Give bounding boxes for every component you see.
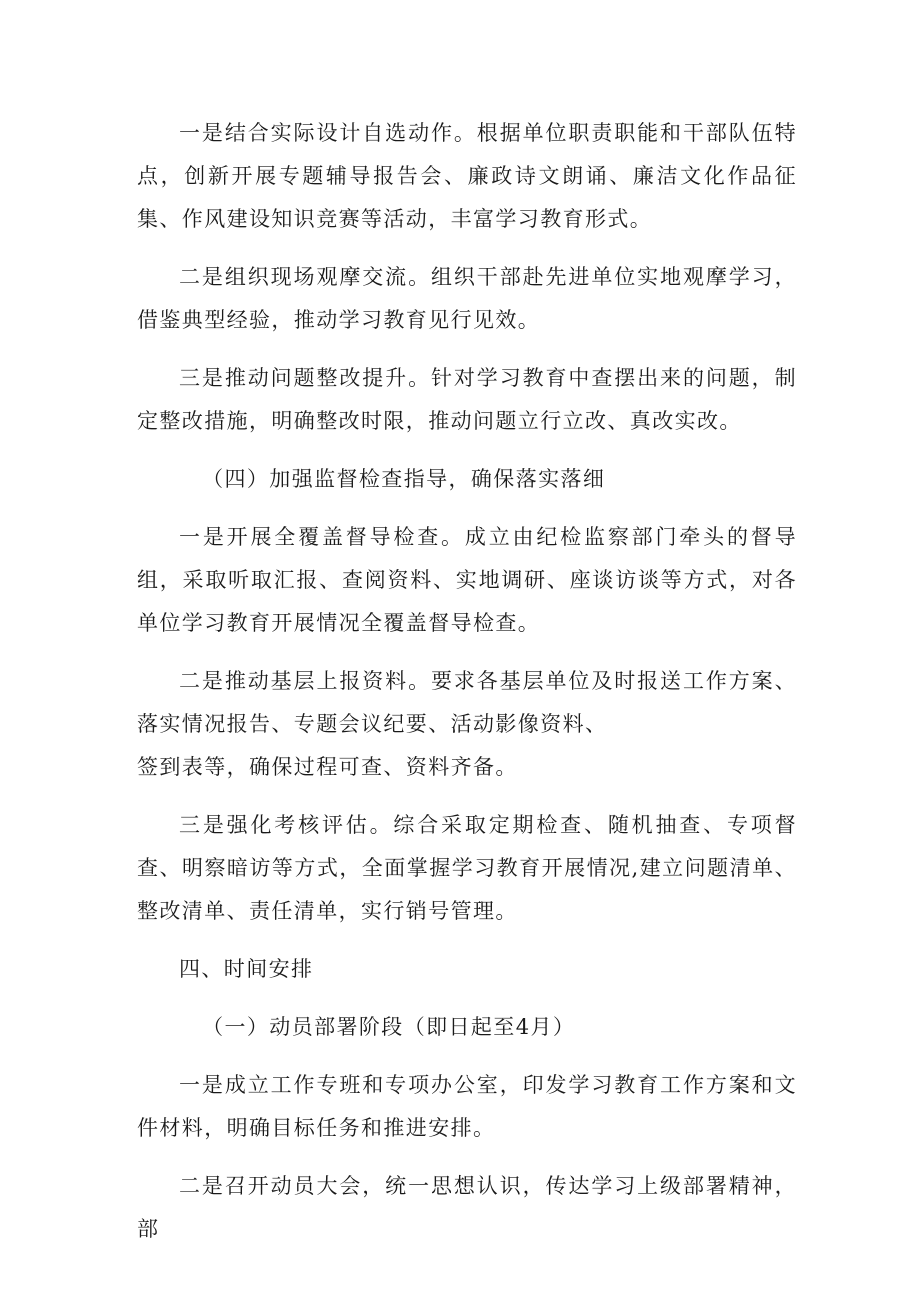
paragraph-site-visit: 二是组织现场观摩交流。组织干部赴先进单位实地观摩学习，借鉴典型经验，推动学习教育见行见效。 xyxy=(137,265,797,332)
paragraph-custom-actions: 一是结合实际设计自选动作。根据单位职责职能和干部队伍特点，创新开展专题辅导报告会、廉政诗文朗诵、廉洁文化作品征集、作风建设知识竞赛等活动，丰富学习教育形式。 xyxy=(137,121,797,231)
paragraph-full-coverage-inspection: 一是开展全覆盖督导检查。成立由纪检监察部门牵头的督导组，采取听取汇报、查阅资料、实地调研、座谈访谈等方式，对各单位学习教育开展情况全覆盖督导检查。 xyxy=(137,525,797,635)
heading-supervision: （四）加强监督检查指导，确保落实落细 xyxy=(202,467,606,491)
paragraph-grassroots-reporting xyxy=(137,660,797,789)
paragraph-grassroots-reporting-line1: 二是推动基层上报资料。要求各基层单位及时报送工作方案、落实情况报告、专题会议纪要、活动影像资料、 xyxy=(137,669,797,736)
heading-mobilization-stage: （一）动员部署阶段（即日起至4月） xyxy=(202,1015,576,1039)
paragraph-rectification: 三是推动问题整改提升。针对学习教育中查摆出来的问题，制定整改措施，明确整改时限，推动问题立行立改、真改实改。 xyxy=(137,366,797,433)
paragraph-task-force: 一是成立工作专班和专项办公室，印发学习教育工作方案和文件材料，明确目标任务和推进安排。 xyxy=(137,1073,797,1140)
paragraph-mobilization-meeting: 二是召开动员大会，统一思想认识，传达学习上级部署精神，部 xyxy=(137,1174,797,1241)
paragraph-grassroots-reporting-line2: 签到表等，确保过程可查、资料齐备。 xyxy=(137,755,518,779)
heading-time-schedule: 四、时间安排 xyxy=(179,957,314,981)
paragraph-assessment: 三是强化考核评估。综合采取定期检查、随机抽查、专项督查、明察暗访等方式，全面掌握学习教育开展情况,建立问题清单、整改清单、责任清单，实行销号管理。 xyxy=(137,813,797,923)
document-body xyxy=(137,112,797,1266)
